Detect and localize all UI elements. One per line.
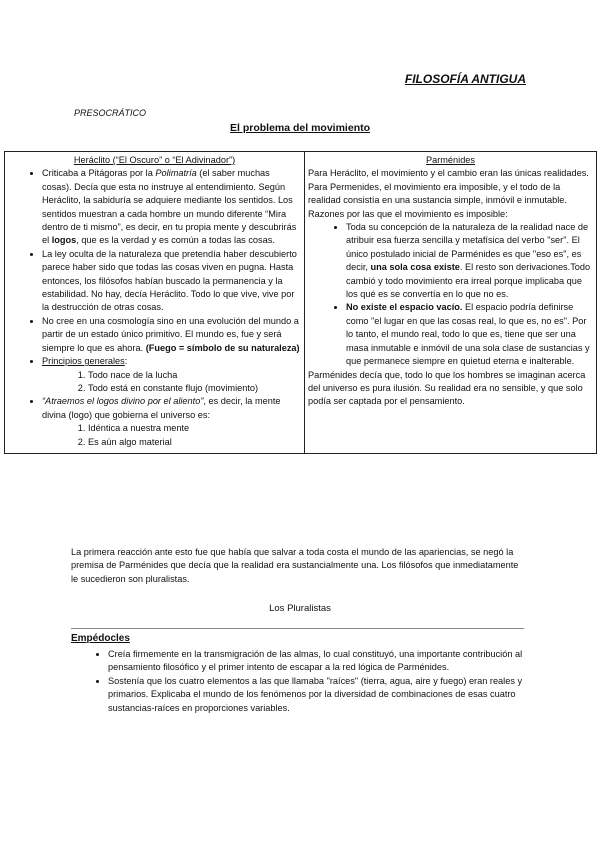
heraclito-point-3: • No cree en una cosmología sino en una evolución del mundo a partir de un estado único primitivo. El mundo es, fue y será siempre lo que es ahora. (Fuego = símbolo de su naturaleza) <box>42 315 301 355</box>
comparison-table <box>4 151 597 454</box>
parmenides-header: Parménides <box>425 155 476 165</box>
empedocles-point: • Creía firmemente en la transmigración de las almas, lo cual constituyó, una importante contribución al pensamiento filosófico y el primer intento de escapar a la red lógica de Parménides. <box>108 648 532 675</box>
divider <box>71 628 524 629</box>
principle-item: 2. Todo está en constante flujo (movimiento) <box>88 382 301 395</box>
divine-mind-list <box>42 422 301 449</box>
empedocles-list <box>72 648 532 715</box>
empedocles-heading: Empédocles <box>71 633 130 644</box>
heraclito-point-5: • “Atraemos el logos divino por el aliento”, es decir, la mente divina (logo) que gobierna el universo es: 1. Idéntica a nuestra mente 2. Es aún algo material <box>42 395 301 449</box>
divine-mind-item: 2. Es aún algo material <box>88 436 301 449</box>
section-title: El problema del movimiento <box>229 122 371 134</box>
parmenides-closing: Parménides decía que, todo lo que los hombres se imaginan acerca del universo es pura ilusión. Su realidad era no sensible, y que solo podía ser captada por el pensamiento. <box>308 369 586 407</box>
heraclito-point-2: • La ley oculta de la naturaleza que pretendía haber descubierto parece haber sido que todas las cosas viven en pugna. Hasta entonces, los filósofos habían buscado la permanencia y la estabilidad. No hay, decía Heráclito. Todo lo que vive, vive por la destrucción de otras cosas. <box>42 248 301 315</box>
heraclito-list <box>8 167 301 449</box>
after-table-paragraph: La primera reacción ante esto fue que había que salvar a toda costa el mundo de las apariencias, se negó la premisa de Parménides que decía que la realidad era sustancialmente una. Los filósofos que inmediatamente le sucedieron son pluralistas. <box>71 547 519 584</box>
parmenides-column <box>305 152 597 454</box>
divine-mind-item: 1. Idéntica a nuestra mente <box>88 422 301 435</box>
parmenides-point-2: • No existe el espacio vacío. El espacio podría definirse como "el lugar en que las cosas real, lo que es, no es". Por lo tanto, el mundo real, todo lo que es, tiene que ser una masa inmutable e inmóvil de una sola clase de sustancias y que permanece siempre en quietud eterna e inalterable. <box>346 301 593 368</box>
heraclito-header: Heráclito (“El Oscuro” o “El Adivinador”) <box>73 155 236 165</box>
parmenides-point-1: • Toda su concepción de la naturaleza de la realidad nace de atribuir esa fuerza sencilla y metafísica del verbo "ser". El único postulado inicial de Parménides es que "eso es", es decir, una sola cosa existe. El resto son derivaciones.Todo cambió y todo movimiento era irreal porque implicaba que los qué es se convertía en lo que no es. <box>346 221 593 301</box>
document-title: FILOSOFÍA ANTIGUA <box>404 72 526 86</box>
parmenides-list <box>308 221 593 368</box>
pluralists-heading: Los Pluralistas <box>269 603 331 614</box>
subsection-label: PRESOCRÁTICO <box>74 108 147 118</box>
principle-item: 1. Todo nace de la lucha <box>88 369 301 382</box>
parmenides-intro: Para Heráclito, el movimiento y el cambio eran las únicas realidades. Para Permenides, el movimiento era imposible, y el todo de la realidad consistía en una sustancia simple, inmóvil e inmutable. Razones por las que el movimiento es imposible: <box>308 168 589 219</box>
heraclito-point-4: • Principios generales: 1. Todo nace de la lucha 2. Todo está en constante flujo (movimiento) <box>42 355 301 395</box>
empedocles-point: • Sostenía que los cuatro elementos a las que llamaba "raíces" (tierra, agua, aire y fuego) eran reales y primarios. Explicaba el mundo de los fenómenos por la diversidad de combinaciones de esas cuatro sustancias-raíces en proporciones variables. <box>108 675 532 715</box>
principles-list <box>42 369 301 396</box>
heraclito-point-1: • Criticaba a Pitágoras por la Polimatría (el saber muchas cosas). Decía que esta no instruye al entendimiento. Según Heráclito, la sabiduría se adquiere mediante los sentidos. Los sentidos muestran a cada hombre un mundo diferente “Mira dentro de ti mismo”, es decir, en tu propia mente y descubrirás el logos, que es la verdad y es común a todas las cosas. <box>42 167 301 247</box>
heraclito-column <box>5 152 305 454</box>
empedocles-section <box>72 648 532 715</box>
